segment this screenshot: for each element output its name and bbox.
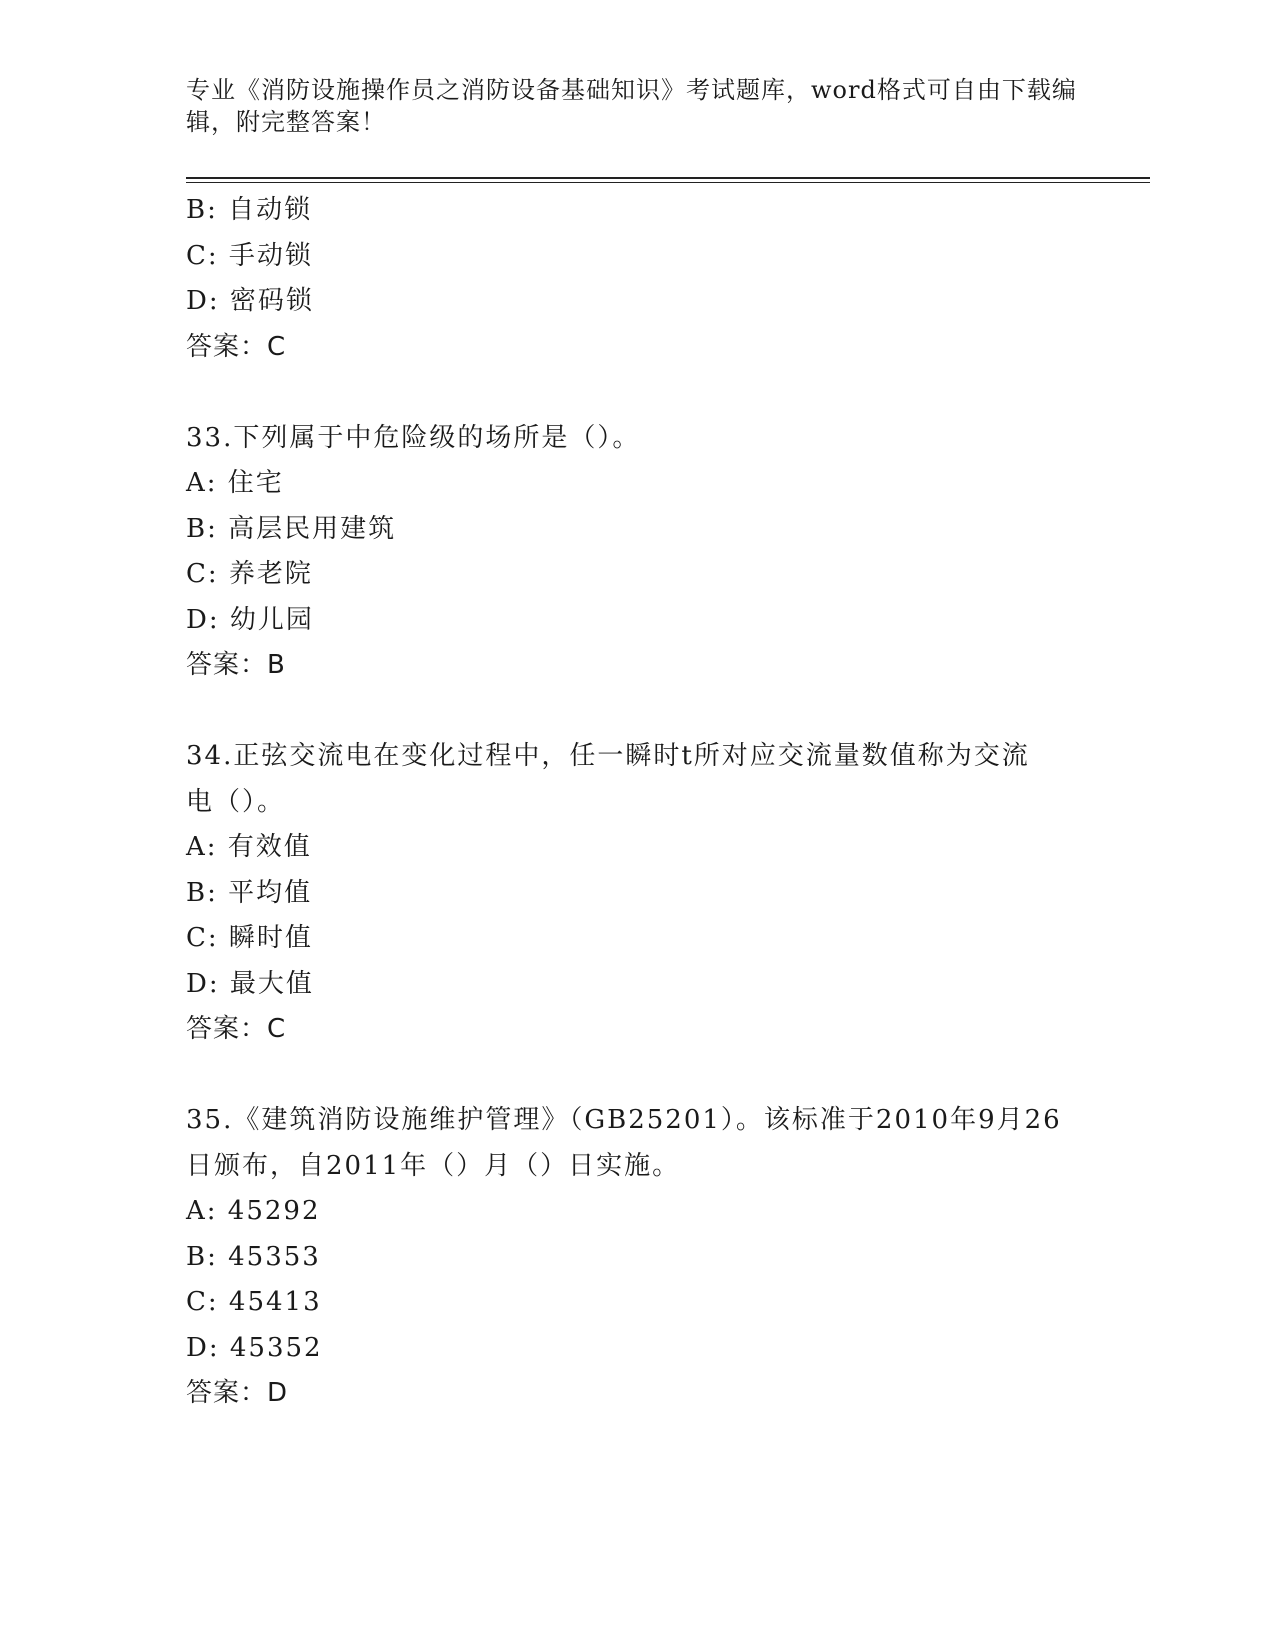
header-line-1: 专业《消防设施操作员之消防设备基础知识》考试题库，word格式可自由下载编 xyxy=(186,76,1077,104)
question-34 xyxy=(186,734,1086,1053)
option-d: D: 45352 xyxy=(186,1332,323,1363)
question-fragment xyxy=(186,188,1086,370)
option-b: B: 45353 xyxy=(186,1241,321,1272)
header-divider-thick xyxy=(186,177,1150,179)
question-stem: 35.《建筑消防设施维护管理》（GB25201）。该标准于2010年9月26 xyxy=(186,1105,1062,1135)
option-b: B: 平均值 xyxy=(186,877,313,908)
question-stem: 33.下列属于中危险级的场所是（）。 xyxy=(186,422,641,453)
option-c: C: 养老院 xyxy=(186,559,313,589)
option-a: A: 有效值 xyxy=(186,832,312,862)
option-a: A: 45292 xyxy=(186,1196,321,1226)
answer-line: 答案：B xyxy=(186,650,286,680)
question-33 xyxy=(186,416,1086,689)
option-c: C: 瞬时值 xyxy=(186,923,313,953)
option-d: D: 幼儿园 xyxy=(186,604,314,635)
option-b: B: 高层民用建筑 xyxy=(186,513,397,544)
question-stem-continued: 电（）。 xyxy=(186,786,286,817)
header-divider-thin xyxy=(186,182,1150,183)
question-35 xyxy=(186,1098,1086,1417)
answer-line: 答案：D xyxy=(186,1378,289,1408)
answer-line: 答案：C xyxy=(186,331,287,362)
option-d: D: 最大值 xyxy=(186,968,314,999)
header-line-2: 辑，附完整答案！ xyxy=(186,108,386,136)
question-list xyxy=(186,188,1086,1417)
answer-line: 答案：C xyxy=(186,1014,287,1044)
question-stem: 34.正弦交流电在变化过程中，任一瞬时t所对应交流量数值称为交流 xyxy=(186,741,1030,771)
question-stem-continued: 日颁布，自2011年（）月（）日实施。 xyxy=(186,1150,681,1181)
option-c: C: 手动锁 xyxy=(186,240,313,271)
option-c: C: 45413 xyxy=(186,1287,322,1317)
option-a: A: 住宅 xyxy=(186,468,284,498)
option-b: B: 自动锁 xyxy=(186,195,313,225)
option-d: D: 密码锁 xyxy=(186,286,314,316)
document-header xyxy=(186,74,1086,138)
